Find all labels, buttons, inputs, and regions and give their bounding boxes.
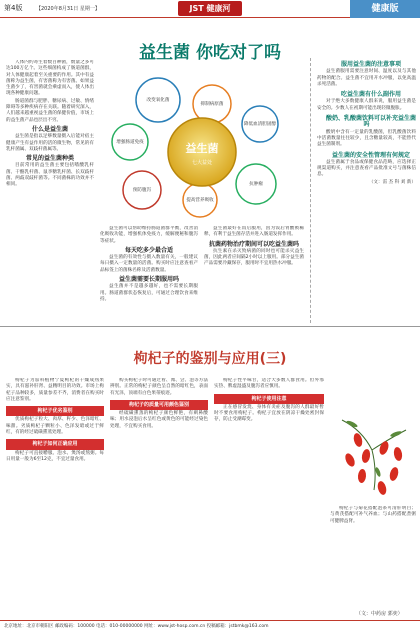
page-number: 第4版 bbox=[4, 4, 23, 12]
paragraph: 益生菌的有效性与摄入数量有关，一般建议每日摄入一定数量的活菌。购买时应注意查看产品标签上的菌株名称及活菌数量。 bbox=[100, 255, 198, 273]
paragraph: 益生菌是指以足够数量摄入后能对宿主健康产生有益作用的活的微生物，常见的有乳杆菌属、双歧杆菌属等。 bbox=[6, 134, 94, 152]
red-subheading: 枸杞子使用注意 bbox=[214, 394, 324, 404]
article1-column-1 bbox=[6, 60, 94, 322]
article2-column-1 bbox=[6, 378, 104, 616]
paragraph: 酸奶中含有一定量的乳酸菌，但乳酸菌饮料中活菌数量往往较少，且含糖量较高，不能替代益生菌制剂。 bbox=[317, 129, 416, 148]
bubble-label: 提高营养吸收 bbox=[186, 198, 214, 203]
sidebar-author: （文：雷 杰 科 刘 新） bbox=[368, 179, 416, 185]
red-subheading: 枸杞子的质量可用颜色鉴别 bbox=[110, 400, 208, 410]
paragraph: 人体内约寄生着数百种菌，数量之多可达100万亿个。这些细菌构成了肠道菌群，对人体健康起着至关重要的作用。其中有益菌称为益生菌，有害菌称为有害菌。如果益生菌少了，有害菌就会乘虚而入，使人体出现各种健康问题。 bbox=[6, 60, 94, 97]
sidebar-heading: 酸奶、乳酸菌饮料可以补充益生菌吗 bbox=[326, 115, 416, 129]
article2-column-2 bbox=[110, 378, 208, 616]
center-subtitle: 七大益处 bbox=[191, 160, 213, 166]
newspaper-logo bbox=[178, 1, 242, 16]
subheading: 常见的益生菌种类 bbox=[25, 155, 74, 163]
bubble-label: 预防腹泻 bbox=[132, 188, 152, 193]
article1-column-3 bbox=[204, 226, 304, 322]
page-header bbox=[0, 0, 420, 18]
center-title: 益生菌 bbox=[185, 142, 219, 155]
sidebar-heading: 吃益生菌有什么副作用 bbox=[340, 91, 401, 99]
bubble-label: 抗肿瘤 bbox=[249, 182, 263, 187]
article2-title: 枸杞子的鉴别与应用(三) bbox=[133, 351, 287, 367]
sidebar-heading: 服用益生菌的注意事项 bbox=[340, 61, 401, 68]
goji-berry-picture bbox=[332, 410, 416, 502]
subheading: 什么是益生菌 bbox=[31, 125, 68, 133]
paragraph: 枸杞子为茄科植物宁夏枸杞的干燥成熟果实，具有滋补肝肾、益精明目的功效。市场上枸杞子品种较多，质量参差不齐，消费者在购买时应注意鉴别。 bbox=[6, 378, 104, 402]
paragraph: 枸杞子可直接嚼服、泡水、煲汤或熬粥。每日用量一般为6至12克，不宜过量食用。 bbox=[6, 450, 104, 462]
paragraph: 对于绝大多数健康人群来说，服用益生菌是安全的。少数人在初期可能出现轻微腹胀。 bbox=[317, 99, 416, 111]
article2-author: （文：中药房 郭奕） bbox=[356, 611, 403, 617]
paragraph: 购买枸杞子时可通过看、闻、尝、泡等方法辨别。正常的枸杞子颜色呈自然的暗红色，表面有光泽，顶端有白色果蒂痕迹。 bbox=[110, 378, 208, 396]
article1-title: 益生菌 你吃对了吗 bbox=[139, 43, 281, 63]
paragraph: 益生菌可以帮助维持肠道菌群平衡，改善消化吸收功能，增强机体免疫力，缓解便秘和腹泻等症状。 bbox=[100, 226, 198, 244]
sidebar bbox=[310, 58, 416, 323]
page-footer: 北京地址：北京市朝阳区 邮政编码：100000 电话：010-00000000 网址：www.jst-hosp.com.cn 投稿邮箱：jstbmk@163.com bbox=[0, 620, 420, 630]
paragraph: 益生菌服用需要注意时间、温度以及与其他药物的配合。益生菌不宜用开水冲服，以免高温杀死活菌。 bbox=[317, 69, 416, 87]
subheading: 益生菌需要长期服用吗 bbox=[118, 276, 179, 284]
bubble-label: 改变氧化菌 bbox=[146, 98, 170, 103]
paragraph: 枸杞子性平味甘，适合大多数人群食用。但外邪实热、脾虚湿盛及腹泻者应慎用。 bbox=[214, 378, 324, 390]
paragraph: 益生菌属于食品或保健食品范畴，应选择正规渠道购买，并注意查看产品批准文号与菌株信息。 bbox=[317, 159, 416, 178]
article1-column-2 bbox=[100, 226, 198, 322]
section-divider bbox=[0, 326, 420, 327]
article2-column-4 bbox=[330, 506, 416, 608]
paragraph: 枸杞子与菊花搭配泡茶可清肝明目；与黄芪搭配可补气养血；与山药搭配煮粥可健脾益肾。 bbox=[330, 506, 416, 524]
paragraph: 肠道菌群与肥胖、糖尿病、过敏、情绪障碍等多种疾病存在关联。随着研究深入，人们越来越重视益生菌的保健价值，市场上的益生菌产品也层出不穷。 bbox=[6, 98, 94, 123]
section-tag: 健康版 bbox=[350, 0, 420, 18]
sidebar-heading: 益生菌的安全性管理有何规定 bbox=[331, 151, 410, 159]
paragraph: 益生菌最好在饭后服用，因为饭后胃酸被稀释，有利于益生菌存活并进入肠道发挥作用。 bbox=[204, 226, 304, 238]
paragraph: 抗生素在杀灭致病菌的同时也可能杀灭益生菌，因此两者应间隔2小时以上服用。部分益生菌产品需要冷藏保存，服用时不宜用热水冲服。 bbox=[204, 248, 304, 267]
red-subheading: 枸杞子如何正确应用 bbox=[6, 439, 104, 449]
paragraph: 经硫磺熏蒸的枸杞子颜色鲜艳，有刺鼻酸味；用水浸泡后水呈红色或黄色的可能经过染色处理，不宜购买食用。 bbox=[110, 411, 208, 429]
article2-column-3 bbox=[214, 378, 324, 616]
paragraph: 益生菌并不是越多越好，也不需要长期服用。肠道菌群状态恢复后，可通过合理饮食来维持。 bbox=[100, 284, 198, 302]
bubble-label: 降低血清胆固醇 bbox=[243, 122, 277, 127]
paragraph: 正在感冒发烧、身体有炎症及腹泻的人群最好暂时不要食用枸杞子。枸杞子宜放在阴凉干燥处密封保存，防止受潮霉变。 bbox=[214, 404, 324, 423]
bubble-label: 增强肠道免疫 bbox=[116, 140, 144, 145]
subheading: 每天吃多少最合适 bbox=[124, 246, 173, 254]
logo-text: JST 健康河 bbox=[189, 4, 231, 13]
red-subheading: 枸杞子优劣鉴别 bbox=[6, 406, 104, 416]
subheading: 抗菌药物治疗期间可以吃益生菌吗 bbox=[208, 240, 299, 248]
paragraph: 目前常用的益生菌主要包括嗜酸乳杆菌、干酪乳杆菌、鼠李糖乳杆菌、长双歧杆菌、两歧双歧杆菌等。不同菌株的功效并不相同。 bbox=[6, 163, 94, 188]
bubble-label: 抑制病原菌 bbox=[200, 102, 224, 107]
paragraph: 优质枸杞子粒大、肉厚、籽少、色泽暗红、味甜。劣质枸杞子颗粒小、色泽发暗或过于鲜红，有的经过硫磺熏蒸处理。 bbox=[6, 417, 104, 436]
benefits-diagram bbox=[100, 72, 300, 222]
issue-date: 【2020年8月31日 星期一】 bbox=[36, 6, 100, 12]
